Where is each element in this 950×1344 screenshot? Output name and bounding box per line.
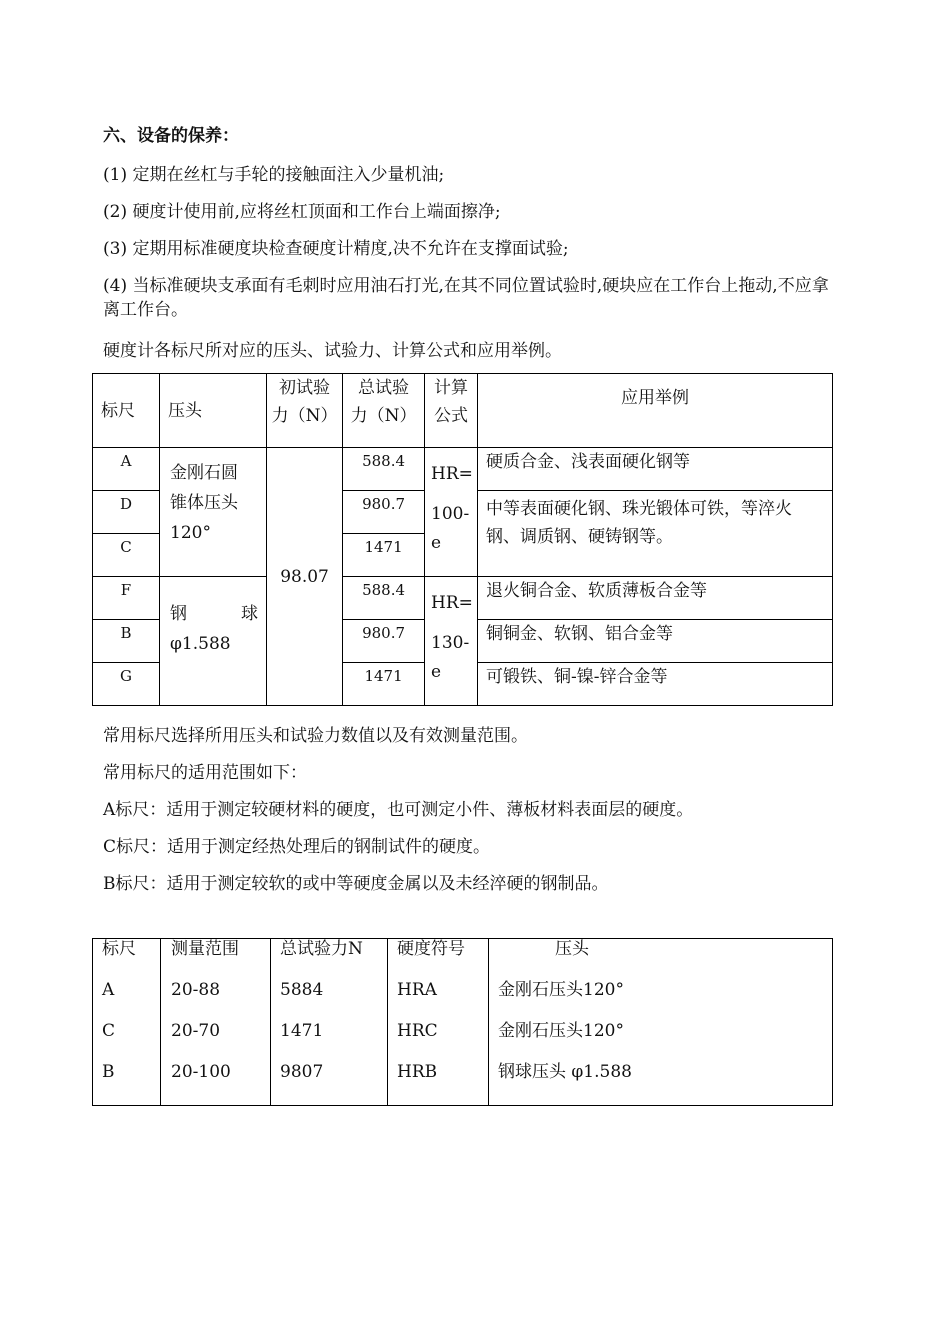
maintenance-item-4: (4) 当标准硬块支承面有毛刺时应用油石打光,在其不同位置试验时,硬块应在工作台上拖动,不应拿离工作台。 [103, 276, 829, 320]
maintenance-item-2: (2) 硬度计使用前,应将丝杠顶面和工作台上端面擦净; [103, 202, 501, 222]
common-scale-table [92, 938, 833, 1106]
formula-130: HR= 130- e [425, 577, 478, 706]
cell: HRC [388, 1021, 489, 1062]
cell: 5884 [271, 980, 388, 1021]
header-cell: 总试验力N [271, 939, 388, 980]
total-force-cell: 1471 [343, 663, 425, 706]
cell: 金刚石压头120° [489, 980, 833, 1021]
cell: A [93, 980, 161, 1021]
application-cell: 硬质合金、浅表面硬化钢等 [478, 448, 833, 491]
cell: 金刚石压头120° [489, 1021, 833, 1062]
application-cell: 中等表面硬化钢、珠光锻体可铁，等淬火钢、调质钢、硬铸钢等。 [478, 491, 833, 577]
header-cell: 硬度符号 [388, 939, 489, 980]
scale-table [92, 373, 833, 706]
cell: 20-70 [161, 1021, 271, 1062]
cell: HRB [388, 1062, 489, 1106]
header-scale: 标尺 [93, 374, 160, 448]
cell: 9807 [271, 1062, 388, 1106]
scale-cell: G [93, 663, 160, 706]
cell: 1471 [271, 1021, 388, 1062]
indenter-diamond: 金刚石圆 锥体压头 120° [160, 448, 267, 577]
header-cell: 标尺 [93, 939, 161, 980]
notes-line-5: B标尺：适用于测定较软的或中等硬度金属以及未经淬硬的钢制品。 [103, 874, 609, 894]
cell: HRA [388, 980, 489, 1021]
maintenance-item-1: (1) 定期在丝杠与手轮的接触面注入少量机油; [103, 165, 445, 185]
header-cell: 测量范围 [161, 939, 271, 980]
maintenance-item-3: (3) 定期用标准硬度块检查硬度计精度,决不允许在支撑面试验; [103, 239, 569, 259]
indenter-ball: 钢 球 φ1.588 [160, 577, 267, 706]
header-cell: 压头 [489, 939, 833, 980]
initial-force: 98.07 [267, 448, 343, 706]
total-force-cell: 588.4 [343, 448, 425, 491]
cell: 钢球压头 φ1.588 [489, 1062, 833, 1106]
scale-cell: A [93, 448, 160, 491]
total-force-cell: 980.7 [343, 620, 425, 663]
cell: C [93, 1021, 161, 1062]
scale-cell: D [93, 491, 160, 534]
header-formula: 计算 公式 [425, 374, 478, 448]
application-cell: 铜铜金、软钢、铝合金等 [478, 620, 833, 663]
cell: B [93, 1062, 161, 1106]
notes-line-2: 常用标尺的适用范围如下： [103, 763, 307, 783]
cell: 20-100 [161, 1062, 271, 1106]
header-initial-force: 初试验 力（N） [267, 374, 343, 448]
scale-cell: B [93, 620, 160, 663]
notes-line-1: 常用标尺选择所用压头和试验力数值以及有效测量范围。 [103, 726, 528, 746]
header-application: 应用举例 [478, 374, 833, 448]
scale-cell: C [93, 534, 160, 577]
application-cell: 可锻铁、铜-镍-锌合金等 [478, 663, 833, 706]
total-force-cell: 980.7 [343, 491, 425, 534]
table-intro: 硬度计各标尺所对应的压头、试验力、计算公式和应用举例。 [103, 341, 562, 361]
scale-cell: F [93, 577, 160, 620]
section-heading: 六、设备的保养： [103, 126, 239, 146]
header-indenter: 压头 [160, 374, 267, 448]
total-force-cell: 1471 [343, 534, 425, 577]
total-force-cell: 588.4 [343, 577, 425, 620]
header-total-force: 总试验 力（N） [343, 374, 425, 448]
formula-100: HR= 100- e [425, 448, 478, 577]
notes-line-4: C标尺：适用于测定经热处理后的钢制试件的硬度。 [103, 837, 491, 857]
notes-line-3: A标尺：适用于测定较硬材料的硬度，也可测定小件、薄板材料表面层的硬度。 [103, 800, 694, 820]
cell: 20-88 [161, 980, 271, 1021]
application-cell: 退火铜合金、软质薄板合金等 [478, 577, 833, 620]
